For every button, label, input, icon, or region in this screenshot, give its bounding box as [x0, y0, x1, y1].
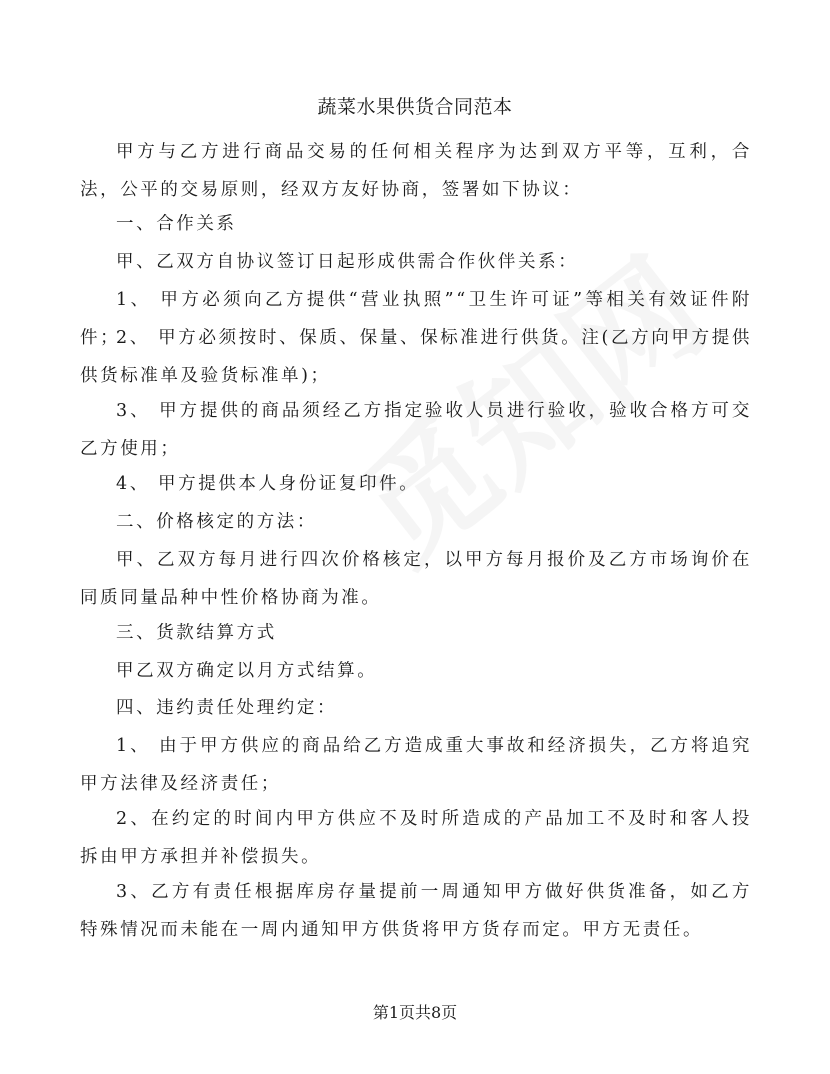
paragraph-partnership: 甲、乙双方自协议签订日起形成供需合作伙伴关系： [116, 252, 579, 272]
clause-2-supply-standards: 2、 甲方必须按时、保质、保量、保标准进行供货。注(乙方向甲方提供供货标准单及验货标准单)； [80, 328, 752, 386]
clause-3-inspection: 3、 甲方提供的商品须经乙方指定验收人员进行验收，验收合格方可交乙方使用； [80, 401, 752, 459]
section-heading-cooperation: 一、合作关系 [116, 214, 237, 234]
liability-clause-1: 1、 由于甲方供应的商品给乙方造成重大事故和经济损失，乙方将追究甲方法律及经济责任； [80, 736, 752, 794]
clause-1-licenses: 1、 甲方必须向乙方提供“营业执照”“卫生许可证”等相关有效证件附件； [80, 290, 752, 348]
section-heading-settlement: 三、货款结算方式 [116, 623, 277, 643]
clause-4-id-copy: 4、 甲方提供本人身份证复印件。 [116, 474, 420, 494]
section-heading-pricing: 二、价格核定的方法： [116, 512, 317, 532]
page-footer: 第1页共8页 [372, 1003, 458, 1022]
liability-clause-3: 3、乙方有责任根据库房存量提前一周通知甲方做好供货准备，如乙方特殊情况而未能在一周内通知甲方供货将甲方货存而定。甲方无责任。 [80, 882, 752, 940]
paragraph-pricing: 甲、乙双方每月进行四次价格核定，以甲方每月报价及乙方市场询价在同质同量品种中性价格协商为准。 [80, 550, 752, 608]
document-title: 蔬菜水果供货合同范本 [317, 96, 513, 118]
liability-clause-2: 2、在约定的时间内甲方供应不及时所造成的产品加工不及时和客人投拆由甲方承担并补偿损失。 [80, 809, 752, 867]
section-heading-liability: 四、违约责任处理约定： [116, 698, 338, 718]
intro-paragraph: 甲方与乙方进行商品交易的任何相关程序为达到双方平等，互利，合法，公平的交易原则，经双方友好协商，签署如下协议： [80, 142, 752, 200]
paragraph-settlement: 甲乙双方确定以月方式结算。 [116, 661, 378, 681]
